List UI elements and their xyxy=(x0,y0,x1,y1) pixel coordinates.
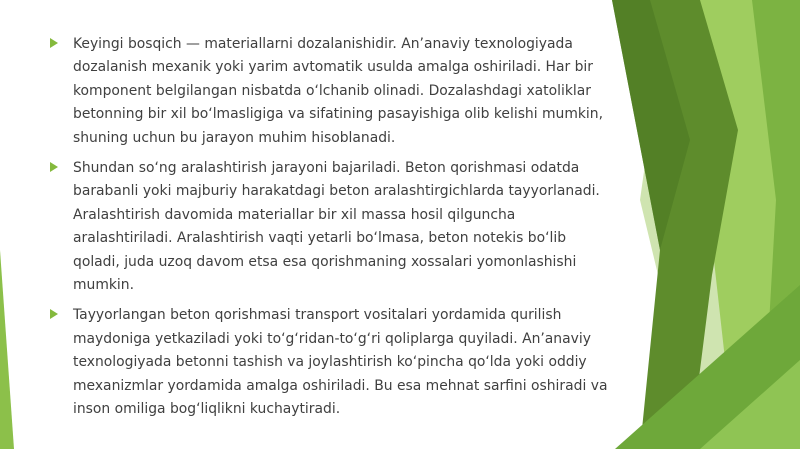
bullet-text: Tayyorlangan beton qorishmasi transport vositalari yordamida qurilish maydoniga yetkaziladi yoki to‘g‘ridan-to‘g‘ri qoliplarga quyiladi. An’anaviy texnologiyada betonni tashish va joylashtirish ko‘pincha qo‘lda yoki oddiy mexanizmlar yordamida amalga oshiriladi. Bu esa mehnat sarfini oshiradi va inson omiliga bog‘liqlikni kuchaytiradi. xyxy=(73,307,608,418)
bullet-arrow-icon xyxy=(50,309,58,319)
bullet-item xyxy=(50,33,610,150)
deco-left-strip xyxy=(0,250,14,449)
bullet-item xyxy=(50,304,610,421)
bullet-text: Keyingi bosqich — materiallarni dozalanishidir. An’anaviy texnologiyada dozalanish mexanik yoki yarim avtomatik usulda amalga oshiriladi. Har bir komponent belgilangan nisbatda o‘lchanib olinadi. Dozalashdagi xatoliklar betonning bir xil bo‘lmasligiga va sifatining pasayishiga olib kelishi mumkin, shuning uchun bu jarayon muhim hisoblanadi. xyxy=(73,36,604,146)
bullet-arrow-icon xyxy=(50,162,58,172)
bullet-arrow-icon xyxy=(50,38,58,48)
bullet-item xyxy=(50,157,610,297)
bullet-text: Shundan so‘ng aralashtirish jarayoni bajariladi. Beton qorishmasi odatda barabanli yoki majburiy harakatdagi beton aralashtirgichlarda tayyorlanadi. Aralashtirish davomida materiallar bir xil massa hosil qilguncha aralashtiriladi. Aralashtirish vaqti yetarli bo‘lmasa, beton notekis bo‘lib qoladi, juda uzoq davom etsa esa qorishmaning xossalari yomonlashishi mumkin. xyxy=(73,160,600,294)
bullet-list xyxy=(50,33,610,429)
